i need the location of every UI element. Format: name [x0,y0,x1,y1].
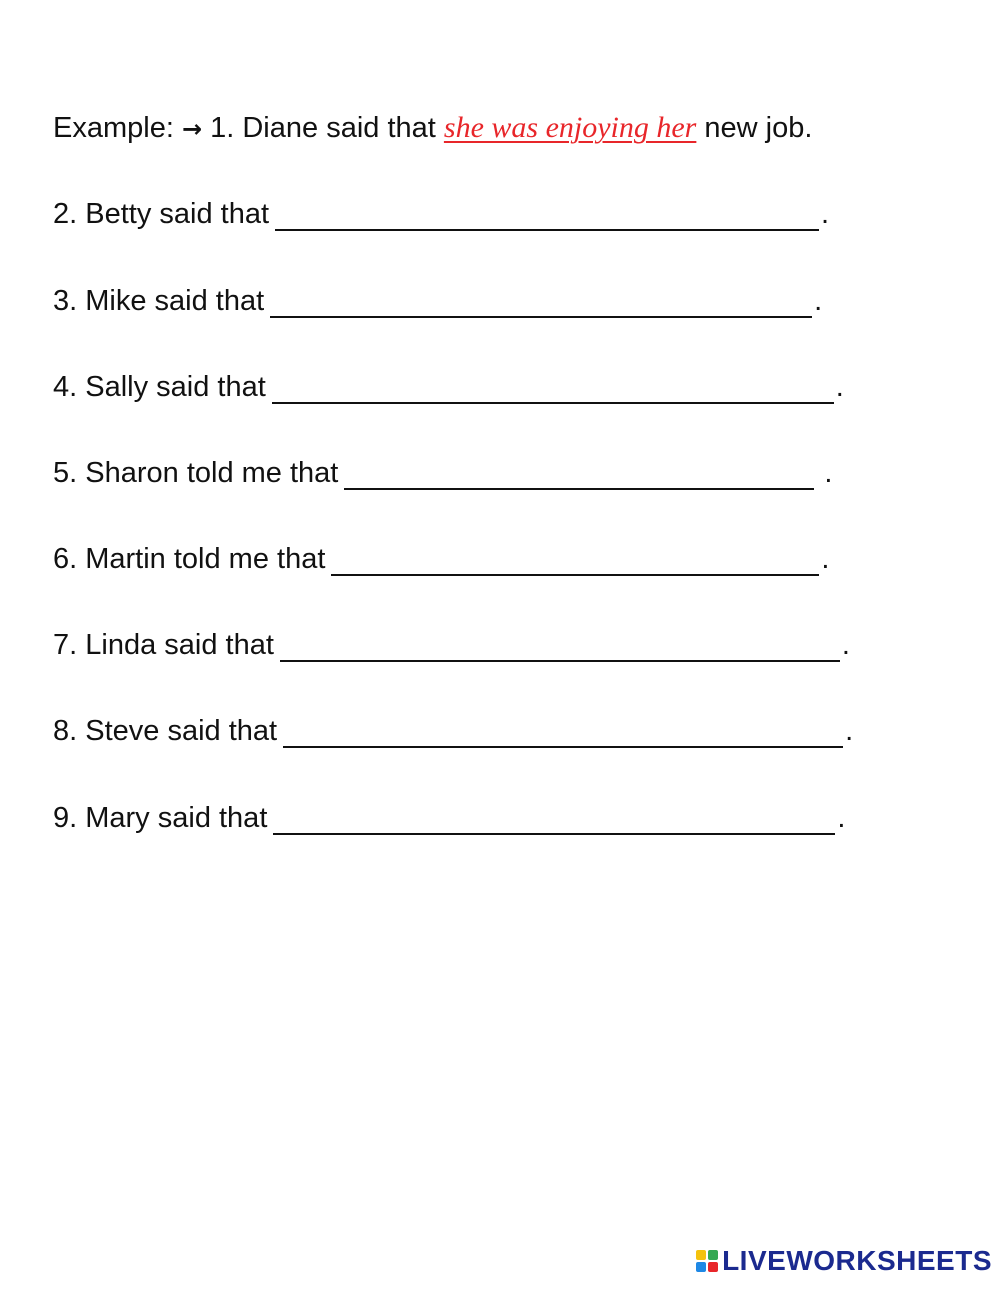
example-prefix: Example: [53,112,182,144]
question-4-lead: 4. Sally said that [53,371,266,403]
question-9-tail: . [837,802,846,834]
answer-6-input[interactable] [331,546,819,576]
answer-3-input[interactable] [270,288,812,318]
question-3 [53,283,822,319]
answer-9-input[interactable] [273,805,835,835]
question-2 [53,196,829,232]
question-9 [53,800,845,836]
liveworksheets-brand [696,1245,992,1277]
question-5 [53,455,832,491]
question-5-lead: 5. Sharon told me that [53,457,339,489]
answer-7-input[interactable] [280,632,840,662]
question-6-tail: . [821,543,830,575]
question-8 [53,713,853,749]
question-2-tail: . [821,198,830,230]
question-8-tail: . [845,715,854,747]
example-suffix: new job. [696,112,813,144]
question-7-tail: . [841,629,850,661]
example-subject: 1. Diane said that [202,112,444,144]
question-3-tail: . [814,285,823,317]
question-7-lead: 7. Linda said that [53,629,274,661]
question-8-lead: 8. Steve said that [53,715,278,747]
answer-2-input[interactable] [275,201,819,231]
question-4 [53,369,844,405]
question-5-tail: . [816,457,833,489]
question-9-lead: 9. Mary said that [53,802,268,834]
question-6-lead: 6. Martin told me that [53,543,326,575]
question-7 [53,627,850,663]
question-2-lead: 2. Betty said that [53,198,270,230]
example-answer: she was enjoying her [443,111,697,144]
answer-5-input[interactable] [344,460,814,490]
liveworksheets-logo-icon [696,1250,718,1272]
answer-4-input[interactable] [272,374,834,404]
example-line [53,110,812,147]
question-3-lead: 3. Mike said that [53,285,265,317]
right-arrow-icon: → [181,115,203,143]
question-4-tail: . [835,371,844,403]
question-6 [53,541,829,577]
brand-name: LIVEWORKSHEETS [722,1245,992,1276]
answer-8-input[interactable] [283,718,843,748]
